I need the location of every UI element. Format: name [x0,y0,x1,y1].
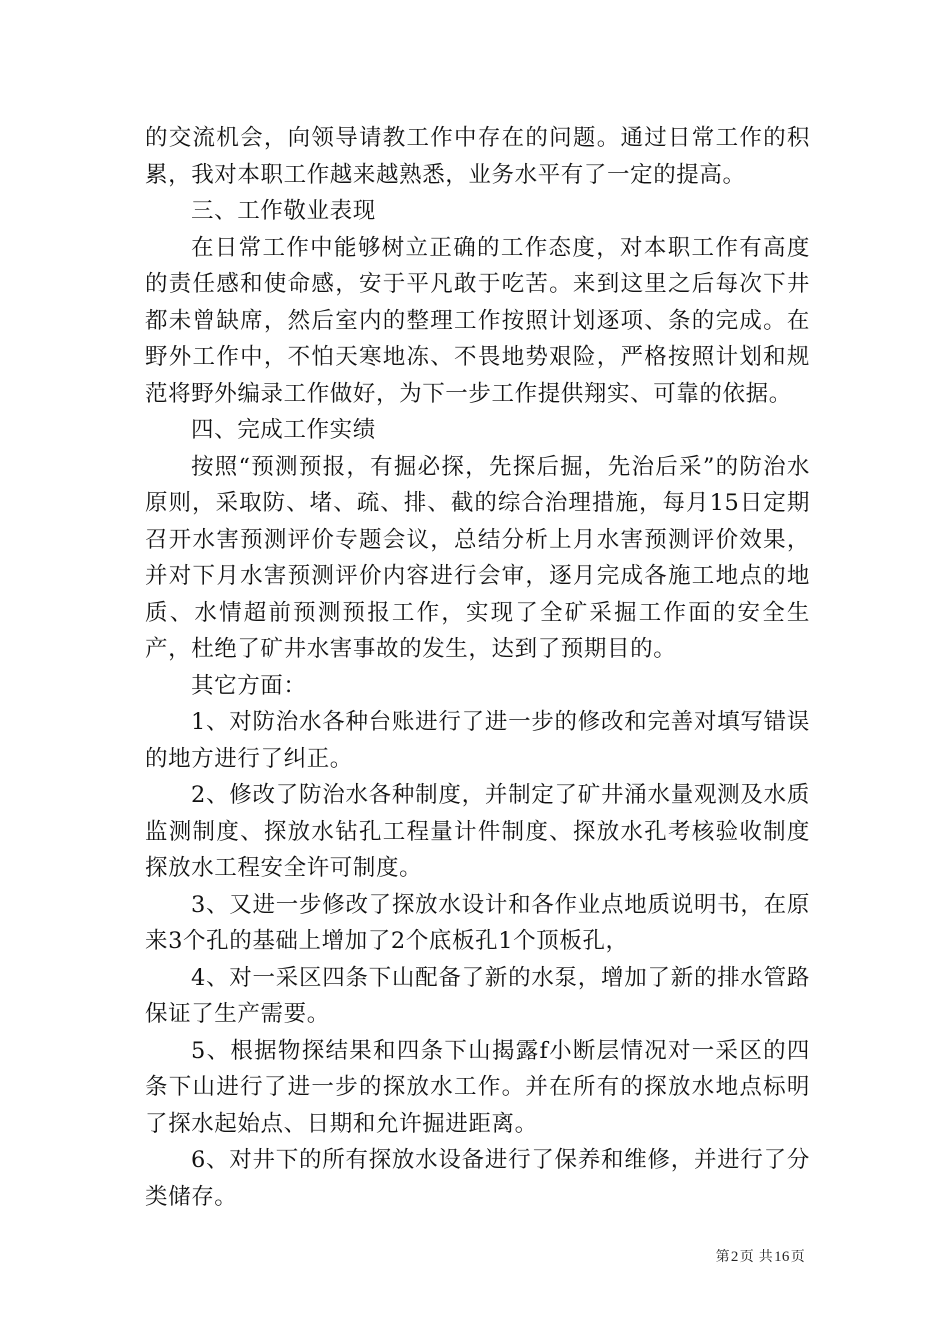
list-item-2: 2、修改了防治水各种制度，并制定了矿井涌水量观测及水质监测制度、探放水钻孔工程量计件制度、探放水孔考核验收制度探放水工程安全许可制度。 [145,782,810,881]
paragraph-work-attitude: 在日常工作中能够树立正确的工作态度，对本职工作有高度的责任感和使命感，安于平凡敢于吃苦。来到这里之后每次下井都未曾缺席，然后室内的整理工作按照计划逐项、条的完成。在野外工作中，不怕天寒地冻、不畏地势艰险，严格按照计划和规范将野外编录工作做好，为下一步工作提供翔实、可靠的依据。 [145,234,810,407]
footer-suffix: 页 [790,1249,805,1265]
list-item-1: 1、对防治水各种台账进行了进一步的修改和完善对填写错误的地方进行了纠正。 [145,709,810,772]
paragraph-continuation: 的交流机会，向领导请教工作中存在的问题。通过日常工作的积累，我对本职工作越来越熟悉，业务水平有了一定的提高。 [145,125,810,188]
current-page-number: 2 [730,1249,739,1265]
section-heading-work-dedication: 三、工作敬业表现 [191,198,376,224]
list-item-3: 3、又进一步修改了探放水设计和各作业点地质说明书，在原来3个孔的基础上增加了2个底板孔1个顶板孔， [145,891,810,954]
list-item-5: 5、根据物探结果和四条下山揭露f小断层情况对一采区的四条下山进行了进一步的探放水工作。并在所有的探放水地点标明了探水起始点、日期和允许掘进距离。 [145,1037,810,1137]
total-page-count: 16 [774,1249,790,1265]
footer-prefix: 第 [715,1249,730,1265]
section-heading-other-aspects: 其它方面： [191,672,307,699]
paragraph-water-prevention: 按照“预测预报，有掘必探，先探后掘，先治后采”的防治水原则，采取防、堵、疏、排、截的综合治理措施，每月15日定期召开水害预测评价专题会议，总结分析上月水害预测评价效果，并对下月水害预测评价内容进行会审，逐月完成各施工地点的地质、水情超前预测预报工作，实现了全矿采掘工作面的安全生产，杜绝了矿井水害事故的发生，达到了预期目的。 [145,453,810,662]
page-number-footer [716,1248,805,1266]
document-body [145,120,810,1215]
list-item-4: 4、对一采区四条下山配备了新的水泵，增加了新的排水管路保证了生产需要。 [145,964,810,1027]
list-item-6: 6、对井下的所有探放水设备进行了保养和维修，并进行了分类储存。 [145,1147,810,1210]
section-heading-achievements: 四、完成工作实绩 [191,417,376,443]
footer-middle: 页 共 [739,1249,774,1265]
